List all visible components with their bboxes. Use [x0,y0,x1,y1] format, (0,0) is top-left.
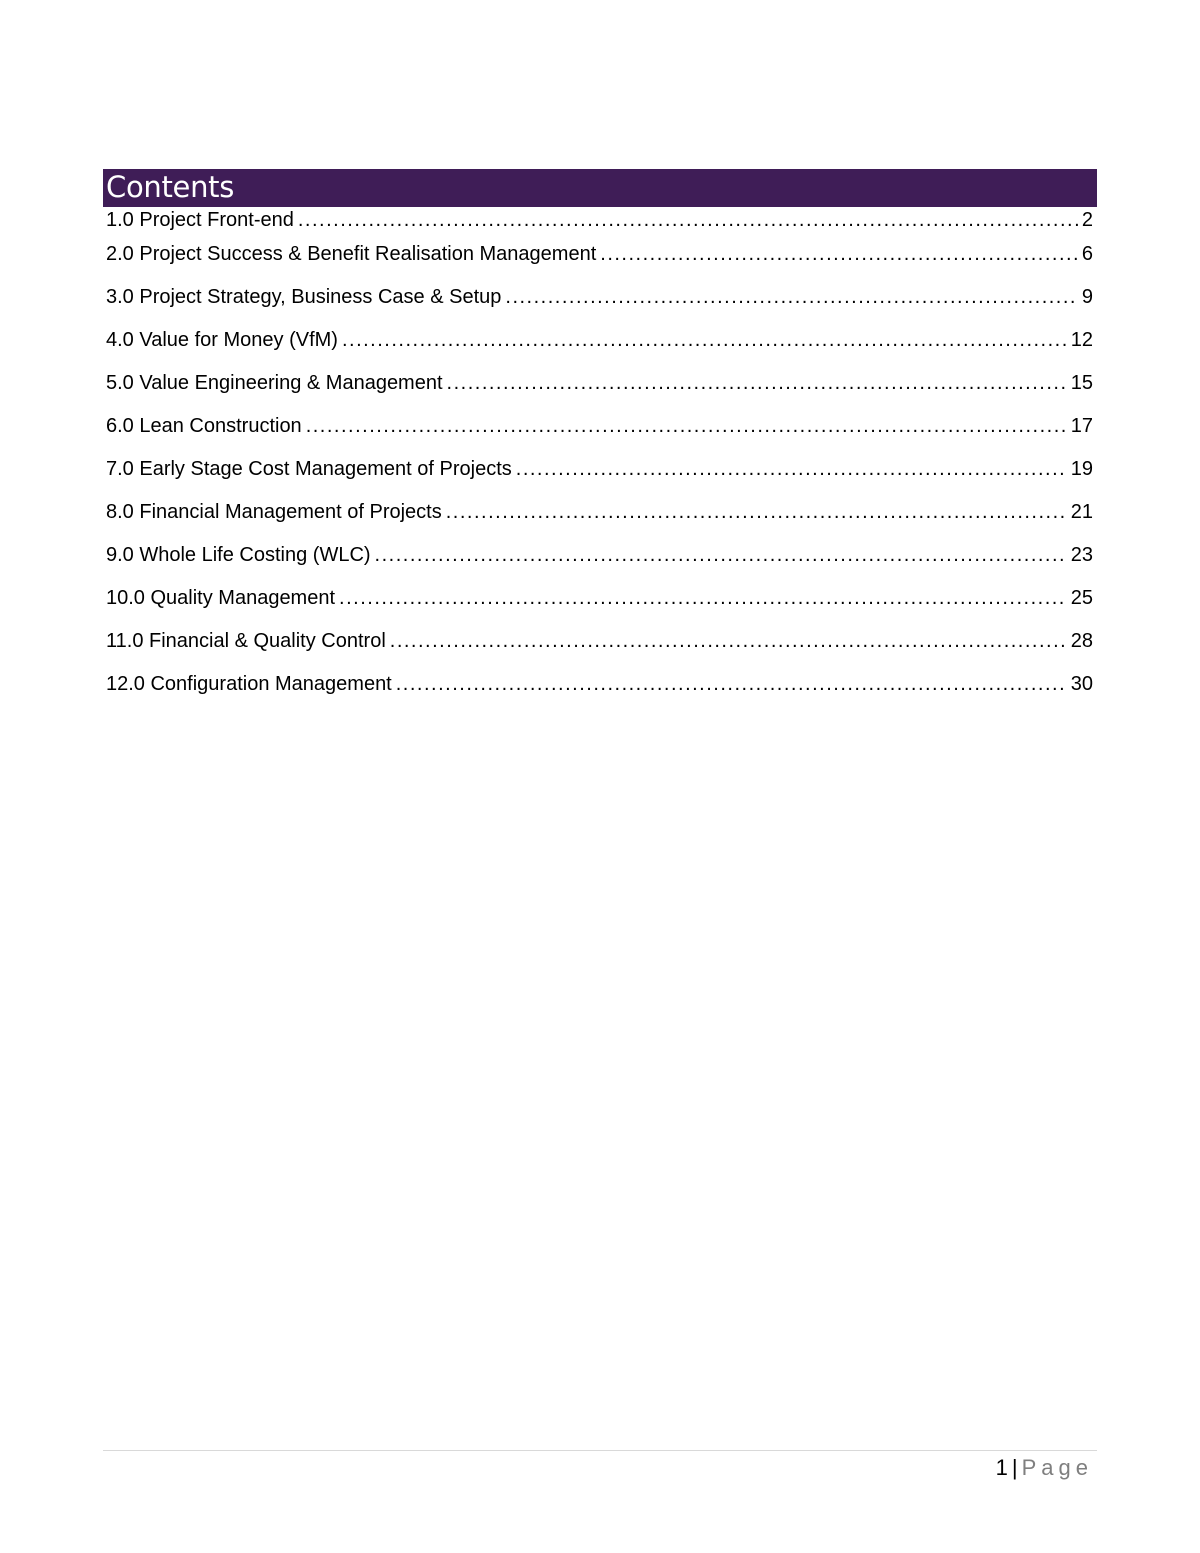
toc-entry-title: 1.0 Project Front-end [106,209,294,231]
toc-entry-title: 11.0 Financial & Quality Control [106,630,386,652]
toc-entry-4[interactable] [103,329,1097,372]
toc-entry-title: 5.0 Value Engineering & Management [106,372,443,394]
toc-entry-page: 19 [1070,458,1093,480]
toc-entry-title: 10.0 Quality Management [106,587,336,609]
toc-entry-page: 21 [1070,501,1093,523]
toc-entry-page: 30 [1070,673,1093,695]
dot-leader [298,209,1078,232]
toc-entry-title: 7.0 Early Stage Cost Management of Projects [106,458,512,480]
table-of-contents [103,169,1097,716]
dot-leader [516,458,1067,481]
toc-entry-3[interactable] [103,286,1097,329]
toc-entry-7[interactable] [103,458,1097,501]
dot-leader [306,415,1067,438]
footer-divider [103,1450,1097,1451]
toc-entry-8[interactable] [103,501,1097,544]
toc-entry-page: 17 [1070,415,1093,437]
toc-entry-title: 2.0 Project Success & Benefit Realisation Management [106,243,597,265]
toc-entry-10[interactable] [103,587,1097,630]
dot-leader [505,286,1077,309]
toc-entry-page: 15 [1070,372,1093,394]
toc-entry-page: 2 [1081,209,1093,231]
dot-leader [446,501,1067,524]
toc-entry-page: 9 [1081,286,1093,308]
toc-entry-title: 3.0 Project Strategy, Business Case & Setup [106,286,502,308]
toc-entry-1[interactable] [103,209,1097,243]
toc-entry-5[interactable] [103,372,1097,415]
toc-entry-title: 9.0 Whole Life Costing (WLC) [106,544,371,566]
dot-leader [600,243,1078,266]
page-footer [996,1455,1093,1481]
toc-entry-2[interactable] [103,243,1097,286]
toc-list [103,209,1097,716]
toc-entry-page: 23 [1070,544,1093,566]
toc-entry-11[interactable] [103,630,1097,673]
toc-entry-title: 12.0 Configuration Management [106,673,392,695]
dot-leader [342,329,1067,352]
footer-separator: | [1011,1455,1018,1480]
toc-entry-title: 4.0 Value for Money (VfM) [106,329,338,351]
toc-entry-page: 6 [1081,243,1093,265]
dot-leader [447,372,1067,395]
toc-entry-title: 6.0 Lean Construction [106,415,302,437]
dot-leader [375,544,1067,567]
toc-entry-page: 25 [1070,587,1093,609]
dot-leader [396,673,1067,696]
toc-entry-page: 12 [1070,329,1093,351]
footer-page-number: 1 [995,1455,1008,1480]
dot-leader [339,587,1067,610]
toc-entry-page: 28 [1070,630,1093,652]
toc-heading: Contents [103,169,1097,207]
dot-leader [390,630,1067,653]
toc-entry-title: 8.0 Financial Management of Projects [106,501,442,523]
footer-page-word: Page [1021,1455,1093,1480]
toc-entry-12[interactable] [103,673,1097,716]
toc-entry-6[interactable] [103,415,1097,458]
toc-entry-9[interactable] [103,544,1097,587]
